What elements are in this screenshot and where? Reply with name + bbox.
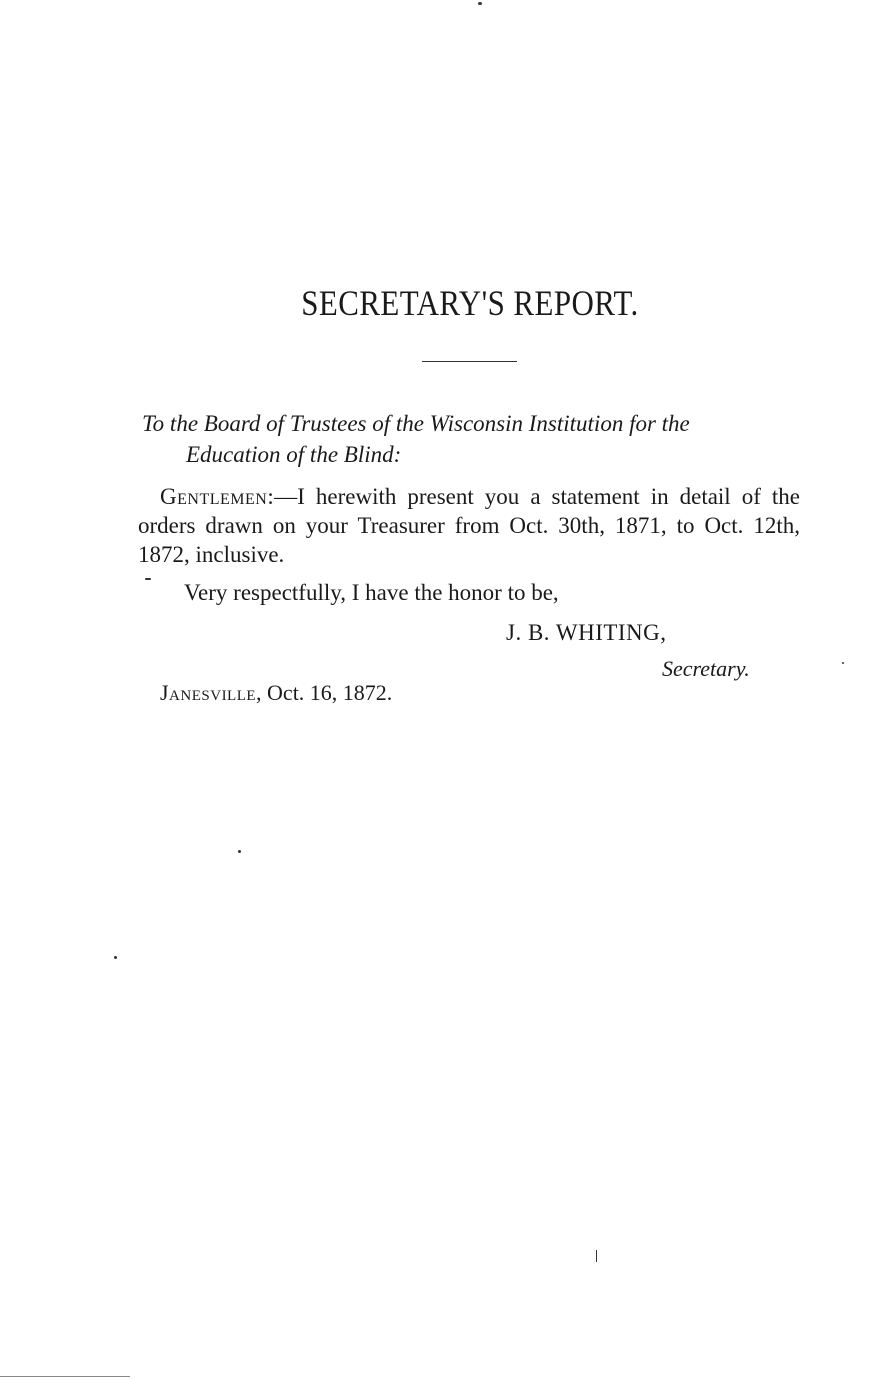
page-title: SECRETARY'S REPORT. (301, 283, 639, 323)
body-paragraph (138, 482, 800, 569)
address-line-2: Education of the Blind: (186, 442, 402, 467)
salutation: Gentlemen: (160, 484, 275, 509)
scan-speck (478, 2, 482, 5)
title-divider (422, 361, 517, 362)
place-date-line (160, 680, 392, 706)
body-text: —I herewith present you a statement in detail of the orders drawn on your Treasurer from Oct. 30th, 1871, to Oct. 12th, 1872, inclusive. (138, 484, 800, 567)
signer-title: Secretary. (662, 656, 750, 681)
scan-speck (842, 662, 844, 664)
place-name: Janesville (160, 680, 257, 705)
signer-name: J. B. WHITING, (506, 620, 667, 645)
page-edge-line (0, 1376, 130, 1377)
address-block (142, 408, 812, 470)
closing-line: Very respectfully, I have the honor to be, (184, 580, 559, 605)
date-text: , Oct. 16, 1872. (256, 680, 393, 705)
address-line-1: To the Board of Trustees of the Wisconsin Institution for the (142, 411, 690, 436)
scan-speck (596, 1250, 597, 1262)
scan-speck (145, 578, 151, 580)
scan-speck (114, 956, 117, 959)
scan-speck (238, 850, 241, 853)
